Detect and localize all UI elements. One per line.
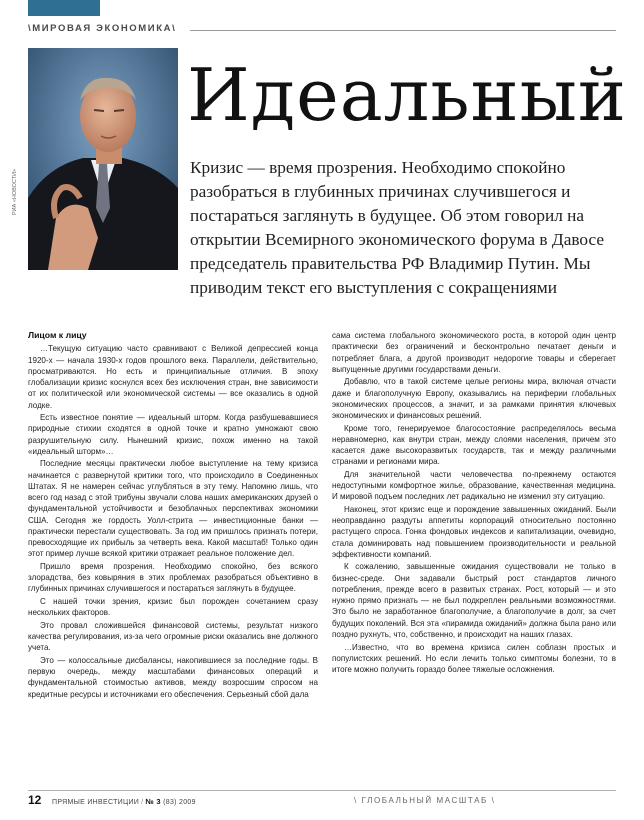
paragraph: Пришло время прозрения. Необходимо спокойно, без всякого злорадства, без ковыряния в этих проблемах разобраться объективно в глубинных причинах случившегося и постараться заглянуть в будущее.	[28, 561, 318, 594]
magazine-name: ПРЯМЫЕ ИНВЕСТИЦИИ	[52, 799, 140, 806]
issue-detail: (83) 2009	[163, 799, 196, 806]
paragraph: Для значительной части человечества по-прежнему остаются недоступными комфортное жилье, образование, качественная медицина. И мировой подъем последних лет радикально не изменил эту ситуацию.	[332, 469, 616, 502]
section-rubric: \МИРОВАЯ ЭКОНОМИКА\	[28, 23, 177, 34]
paragraph: К сожалению, завышенные ожидания существовали не только в бизнес-среде. Они задавали быстрый рост стандартов личного потребления, прежде всего в развитых странах. Рост, который — и это нужно прямо признать — не был подкреплен реальными возможностями. Это было не заработанное благополучие, а благополучие в долг, за счет будущих поколений. Вся эта «пирамида ожиданий» должна была рано или поздно рухнуть, что, собственно, и происходит на наших глазах.	[332, 562, 616, 639]
lead-paragraph: Кризис — время прозрения. Необходимо спокойно разобраться в глубинных причинах случившегося и постараться заглянуть в будущее. Об этом говорил на открытии Всемирного экономического форума в Давосе председатель правительства РФ Владимир Путин. Мы приводим текст его выступления с сокращениями	[190, 158, 605, 297]
section-footer: \ ГЛОБАЛЬНЫЙ МАСШТАБ \	[354, 796, 496, 805]
paragraph: Это провал сложившейся финансовой системы, результат низкого качества регулирования, из-за чего огромные риски оказались вне должного учета.	[28, 620, 318, 653]
article-column-right	[332, 330, 616, 677]
paragraph: С нашей точки зрения, кризис был порожден сочетанием сразу нескольких факторов.	[28, 596, 318, 618]
paragraph: Кроме того, генерируемое благосостояние распределялось весьма неравномерно, как внутри стран, между слоями населения, причем это касается даже высокоразвитых государств, так и между различными странами и регионами мира.	[332, 423, 616, 467]
paragraph: Добавлю, что в такой системе целые регионы мира, включая отчасти даже и благополучную Европу, оказывались на периферии глобальных экономических процессов, а значит, и за рамками принятия ключевых экономических и финансовых решений.	[332, 377, 616, 421]
paragraph: Последние месяцы практически любое выступление на тему кризиса начинается с развернутой критики того, что происходило в Соединенных Штатах. Я не намерен сейчас углубляться в эту тему. Напомню лишь, что всего год назад с этой трибуны звучали слова наших американских друзей о фундаментальной устойчивости и безоблачных перспективах экономики США. Сегодня же гордость Уолл-стрита — инвестиционные банки — практически перестали существовать. За год им пришлось признать потери, превосходящие их прибыль за четверть века. Какой масштаб! Только один этот пример лучше всякой критики отражает реальное положение дел.	[28, 459, 318, 559]
footer-rule	[28, 790, 616, 791]
paragraph: Это — колоссальные дисбалансы, накопившиеся за последние годы. В первую очередь, между масштабами финансовых операций и фундаментальной стоимостью активов, между возросшим спросом на кредитные ресурсы и источниками его обеспечения. Серьезный сбой дала	[28, 655, 318, 699]
paragraph: Наконец, этот кризис еще и порождение завышенных ожиданий. Были неоправданно раздуты аппетиты корпораций относительно постоянно растущего спроса. Гонка фондовых индексов и капитализации, очевидно, стала доминировать над повышением производительности и реальной эффективности компаний.	[332, 504, 616, 559]
paragraph: …Известно, что во времена кризиса силен соблазн простых и популистских решений. Но если лечить только симптомы болезни, то в итоге можно получить гораздо более тяжелые осложнения.	[332, 642, 616, 675]
page-number: 12	[28, 793, 42, 807]
top-color-block	[28, 0, 100, 16]
photo-credit: РИА «НОВОСТИ»	[12, 168, 18, 215]
paragraph: сама система глобального экономического роста, в которой один центр практически без ограничений и бесконтрольно печатает деньги и потребляет блага, а другой производит недорогие товары и сберегает выпущенные другими государствами деньги.	[332, 331, 616, 374]
paragraph: …Текущую ситуацию часто сравнивают с Великой депрессией конца 1920-х — начала 1930-х годов прошлого века. Параллели, действительно, просматриваются. Но есть и принципиальные отличия. В эпоху глобализации кризис коснулся всех без исключения стран, вне зависимости от их политической или экономической системы — все оказались в одной лодке.	[28, 344, 318, 410]
issue-number: № 3	[145, 797, 161, 806]
headline: Идеальный	[187, 53, 627, 137]
article-column-left	[28, 330, 318, 701]
paragraph: Есть известное понятие — идеальный шторм. Когда разбушевавшиеся природные стихии сходятся в одной точке и кратно умножают свою разрушительную силу. Нынешний кризис, похож именно на такой «идеальный шторм»…	[28, 413, 318, 456]
subheading: Лицом к лицу	[28, 330, 87, 340]
rubric-rule	[190, 30, 616, 31]
magazine-credit: ПРЯМЫЕ ИНВЕСТИЦИИ / № 3 (83) 2009	[52, 797, 196, 806]
portrait-photo	[28, 48, 178, 270]
